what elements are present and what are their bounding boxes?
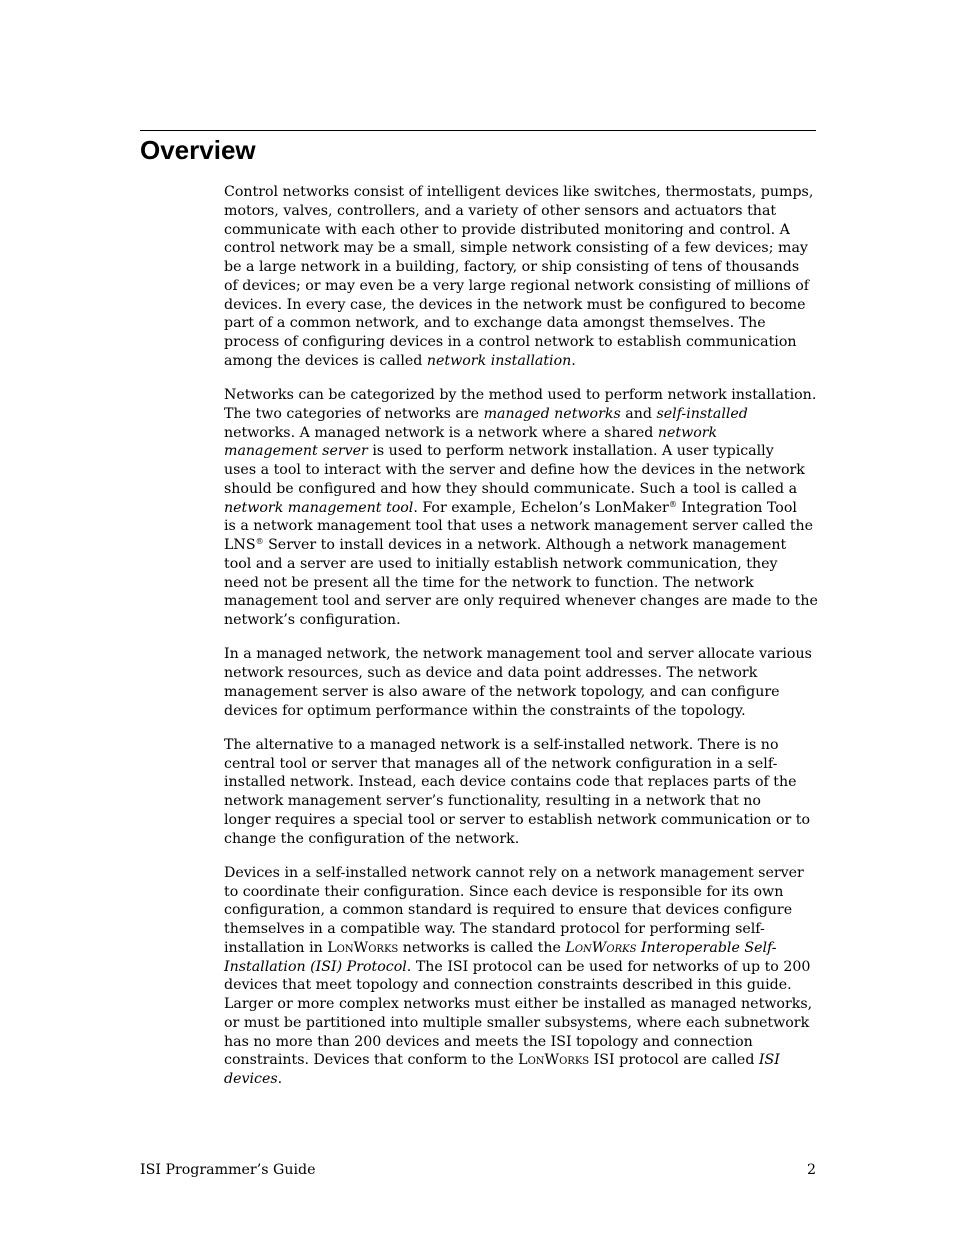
text-line: Larger or more complex networks must either be installed as managed networks, bbox=[224, 996, 813, 1012]
text-line: Networks can be categorized by the method used to perform network installation. bbox=[224, 387, 817, 403]
text-line: uses a tool to interact with the server and define how the devices in the network bbox=[224, 462, 805, 478]
text-line: should be configured and how they should communicate. Such a tool is called a bbox=[224, 480, 798, 497]
text-line: of devices; or may even be a very large regional network consisting of millions of bbox=[224, 277, 810, 294]
text-line: network management server’s functionality, resulting in a network that no bbox=[224, 793, 761, 809]
body-paragraph bbox=[224, 183, 816, 371]
emphasis-text: network management tool bbox=[224, 499, 414, 516]
text-line: installed network. Instead, each device contains code that replaces parts of the bbox=[224, 774, 797, 791]
footer-document-title: ISI Programmer’s Guide bbox=[140, 1162, 316, 1178]
text-line: In a managed network, the network management tool and server allocate various bbox=[224, 646, 812, 663]
text-line: central tool or server that manages all of the network configuration in a self- bbox=[224, 755, 778, 772]
text-line: installation in LonWorks networks is called the LonWorks Interoperable Self- bbox=[224, 939, 777, 956]
text-line: process of configuring devices in a control network to establish communication bbox=[224, 334, 797, 350]
section-rule bbox=[140, 130, 816, 131]
text-line: devices. bbox=[224, 1071, 283, 1087]
text-line: constraints. Devices that conform to the LonWorks ISI protocol are called ISI bbox=[224, 1052, 780, 1069]
body-text bbox=[224, 183, 816, 1089]
trademark-text: LonWorks bbox=[518, 1052, 590, 1069]
body-paragraph bbox=[224, 736, 816, 849]
text-line: devices that meet topology and connection constraints described in this guide. bbox=[224, 977, 792, 994]
text-line: to coordinate their configuration. Since each device is responsible for its own bbox=[224, 883, 784, 900]
registered-mark: ® bbox=[255, 537, 264, 546]
text-line: management tool and server are only required whenever changes are made to the bbox=[224, 593, 818, 610]
text-line: Devices in a self-installed network cannot rely on a network management server bbox=[224, 864, 804, 881]
text-line: motors, valves, controllers, and a variety of other sensors and actuators that bbox=[224, 202, 777, 219]
text-line: or must be partitioned into multiple smaller subsystems, where each subnetwork bbox=[224, 1014, 810, 1031]
text-line: tool and a server are used to initially establish network communication, they bbox=[224, 555, 778, 572]
section-title: Overview bbox=[140, 135, 256, 165]
body-paragraph bbox=[224, 864, 816, 1089]
text-line: Control networks consist of intelligent devices like switches, thermostats, pumps, bbox=[224, 184, 814, 200]
body-paragraph bbox=[224, 386, 816, 630]
emphasis-text: Installation (ISI) Protocol bbox=[224, 958, 407, 975]
emphasis-text: network installation bbox=[426, 352, 572, 369]
text-line: be a large network in a building, factory, or ship consisting of tens of thousands bbox=[224, 259, 800, 275]
text-line: among the devices is called network installation. bbox=[224, 352, 576, 369]
emphasis-text: managed networks bbox=[483, 405, 621, 422]
text-line: need not be present all the time for the network to function. The network bbox=[224, 574, 754, 591]
text-line: The two categories of networks are managed networks and self-installed bbox=[224, 405, 748, 422]
text-line: themselves in a compatible way. The standard protocol for performing self- bbox=[224, 921, 765, 937]
text-line: longer requires a special tool or server to establish network communication or to bbox=[224, 811, 811, 828]
emphasis-text: Interoperable Self- bbox=[636, 939, 777, 956]
emphasis-text: network bbox=[657, 424, 718, 441]
text-line: network resources, such as device and data point addresses. The network bbox=[224, 665, 758, 681]
text-line: management server is also aware of the network topology, and can configure bbox=[224, 683, 780, 700]
trademark-text: LonWorks bbox=[565, 939, 637, 956]
text-line: part of a common network, and to exchange data amongst themselves. The bbox=[224, 315, 766, 332]
text-line: change the configuration of the network. bbox=[224, 830, 520, 847]
text-line: devices for optimum performance within the constraints of the topology. bbox=[224, 702, 746, 719]
text-line: configuration, a common standard is required to ensure that devices configure bbox=[224, 902, 793, 919]
text-line: control network may be a small, simple network consisting of a few devices; may bbox=[224, 240, 808, 257]
footer-page-number: 2 bbox=[806, 1162, 816, 1178]
emphasis-text: management server bbox=[224, 443, 368, 460]
emphasis-text: ISI bbox=[758, 1052, 780, 1069]
text-line: networks. A managed network is a network where a shared network bbox=[224, 424, 718, 441]
registered-mark: ® bbox=[668, 499, 677, 509]
text-line: The alternative to a managed network is a self-installed network. There is no bbox=[224, 736, 779, 753]
emphasis-text: devices bbox=[224, 1071, 278, 1087]
text-line: network management tool. For example, Echelon’s LonMaker® Integration Tool bbox=[224, 499, 797, 516]
emphasis-text: self-installed bbox=[656, 405, 748, 422]
body-paragraph bbox=[224, 645, 816, 720]
text-line: management server is used to perform network installation. A user typically bbox=[224, 443, 774, 460]
text-line: Installation (ISI) Protocol. The ISI protocol can be used for networks of up to 200 bbox=[224, 958, 811, 975]
text-line: communicate with each other to provide distributed monitoring and control. A bbox=[224, 221, 790, 238]
text-line: devices. In every case, the devices in the network must be configured to become bbox=[224, 296, 806, 313]
text-line: LNS® Server to install devices in a network. Although a network management bbox=[224, 537, 787, 553]
text-line: is a network management tool that uses a network management server called the bbox=[224, 518, 814, 535]
text-line: network’s configuration. bbox=[224, 612, 401, 628]
text-line: has no more than 200 devices and meets the ISI topology and connection bbox=[224, 1033, 753, 1050]
trademark-text: LonWorks bbox=[327, 939, 399, 956]
